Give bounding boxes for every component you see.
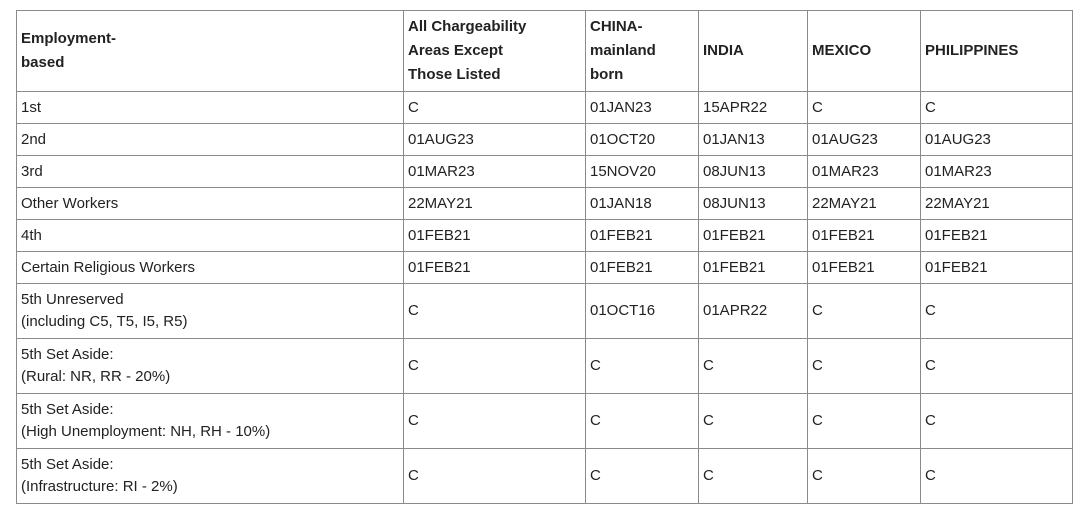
header-india: INDIA [699,11,808,92]
cell-philippines: C [921,394,1073,449]
cell-china: 01JAN18 [586,188,699,220]
cell-china: 15NOV20 [586,156,699,188]
cell-mexico: 01FEB21 [808,252,921,284]
row-category-label: 3rd [21,162,43,180]
cell-india: 08JUN13 [699,156,808,188]
cell-philippines: C [921,284,1073,339]
row-category-cell [17,339,404,394]
cell-all-chargeability: C [404,92,586,124]
cell-india: 01FEB21 [699,220,808,252]
header-philippines: PHILIPPINES [921,11,1073,92]
cell-india: 01APR22 [699,284,808,339]
cell-mexico: C [808,339,921,394]
header-row [17,11,1073,92]
cell-all-chargeability: C [404,394,586,449]
table-row [17,394,1073,449]
employment-based-dates-table [16,10,1073,504]
cell-china: C [586,394,699,449]
cell-china: C [586,339,699,394]
row-category-label: 2nd [21,130,47,148]
table-body [17,92,1073,504]
cell-india: 01JAN13 [699,124,808,156]
cell-all-chargeability: C [404,339,586,394]
cell-all-chargeability: C [404,284,586,339]
row-category-label: 5th Set Aside: [21,456,114,473]
header-employment-based: Employment- based [17,11,404,92]
cell-india: 08JUN13 [699,188,808,220]
cell-philippines: C [921,339,1073,394]
row-category-label: (Infrastructure: RI - 2%) [21,478,178,495]
cell-mexico: 01AUG23 [808,124,921,156]
cell-india: C [699,339,808,394]
row-category-label: Other Workers [21,194,119,212]
cell-mexico: 01MAR23 [808,156,921,188]
cell-india: C [699,449,808,504]
cell-philippines: 01FEB21 [921,252,1073,284]
row-category-cell [17,92,404,124]
cell-china: C [586,449,699,504]
row-category-cell [17,188,404,220]
row-category-cell [17,220,404,252]
row-category-label: 5th Set Aside: [21,401,114,418]
cell-all-chargeability: 01MAR23 [404,156,586,188]
cell-mexico: 22MAY21 [808,188,921,220]
visa-bulletin-table-wrapper [16,10,1073,504]
cell-philippines: 01AUG23 [921,124,1073,156]
cell-mexico: 01FEB21 [808,220,921,252]
cell-india: 15APR22 [699,92,808,124]
cell-mexico: C [808,394,921,449]
table-row [17,284,1073,339]
cell-all-chargeability: 01AUG23 [404,124,586,156]
cell-mexico: C [808,449,921,504]
cell-philippines: C [921,449,1073,504]
row-category-label: Certain Religious Workers [21,258,195,276]
row-category-label: (Rural: NR, RR - 20%) [21,368,171,385]
row-category-cell [17,156,404,188]
cell-china: 01FEB21 [586,252,699,284]
row-category-label: 5th Set Aside: [21,346,114,363]
row-category-cell [17,449,404,504]
table-row [17,92,1073,124]
row-category-cell [17,124,404,156]
cell-all-chargeability: 01FEB21 [404,220,586,252]
cell-philippines: 22MAY21 [921,188,1073,220]
row-category-label: 1st [21,98,42,116]
row-category-cell [17,284,404,339]
cell-all-chargeability: 01FEB21 [404,252,586,284]
table-row [17,252,1073,284]
table-row [17,124,1073,156]
row-category-cell [17,394,404,449]
cell-mexico: C [808,92,921,124]
cell-all-chargeability: C [404,449,586,504]
row-category-label: (including C5, T5, I5, R5) [21,313,188,330]
row-category-label: 4th [21,226,42,244]
cell-philippines: 01MAR23 [921,156,1073,188]
row-category-cell [17,252,404,284]
cell-china: 01FEB21 [586,220,699,252]
cell-philippines: C [921,92,1073,124]
header-mexico: MEXICO [808,11,921,92]
table-row [17,156,1073,188]
table-row [17,188,1073,220]
cell-china: 01JAN23 [586,92,699,124]
cell-philippines: 01FEB21 [921,220,1073,252]
row-category-label: 5th Unreserved [21,291,124,308]
row-category-label: (High Unemployment: NH, RH - 10%) [21,423,271,440]
table-row [17,220,1073,252]
cell-mexico: C [808,284,921,339]
header-china: CHINA- mainland born [586,11,699,92]
table-row [17,449,1073,504]
cell-china: 01OCT20 [586,124,699,156]
cell-india: C [699,394,808,449]
header-all-chargeability: All Chargeability Areas Except Those Listed [404,11,586,92]
table-row [17,339,1073,394]
cell-india: 01FEB21 [699,252,808,284]
table-header [17,11,1073,92]
cell-all-chargeability: 22MAY21 [404,188,586,220]
cell-china: 01OCT16 [586,284,699,339]
